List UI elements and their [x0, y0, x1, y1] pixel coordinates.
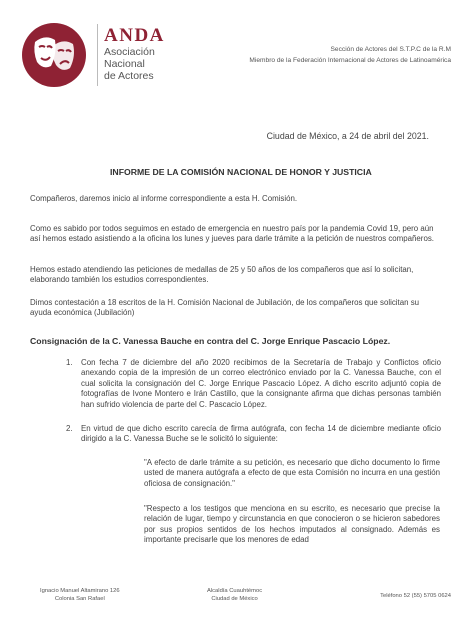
logo-divider — [97, 24, 98, 86]
affiliation-line1: Sección de Actores del S.T.P.C de la R.M — [330, 46, 451, 53]
footer-city-line2: Ciudad de México — [211, 596, 258, 602]
footer-phone: Teléfono 52 (55) 5705 0624 — [380, 593, 451, 599]
header-affiliations — [249, 44, 451, 66]
paragraph-medals: Hemos estado atendiendo las peticiones de medallas de 25 y 50 años de los compañeros que así lo solicitan, elaborando también los estudios correspondientes. — [30, 265, 414, 285]
paragraph-pandemic: Como es sabido por todos seguimos en estado de emergencia en nuestro país por la pandemia Covid 19, pero aún así hemos estado asistiendo a la oficina los lunes y jueves para darle trámite a la petición de nuestros compañeros. — [30, 224, 434, 244]
list-item-number: 1. — [66, 358, 73, 367]
footer-city-line1: Alcaldía Cuauhtémoc — [207, 588, 263, 594]
brand-block — [104, 26, 165, 82]
org-sub-line2: Nacional — [104, 58, 145, 70]
footer-address-line1: Ignacio Manuel Altamirano 126 — [40, 588, 120, 594]
quote-signature-request: "A efecto de darle trámite a su petición, es necesario que dicho documento lo firme usted de manera autógrafa a efecto de que esta Comisión no incurra en una gestión oficiosa de consignación." — [144, 458, 440, 488]
quote-witnesses: "Respecto a los testigos que menciona en su escrito, es necesario que precise la relación de lugar, tiempo y circunstancia en que conocieron o se hicieron sabedores por sus propios sentidos de los hechos imputados al consignado. Además es importante precisarle que los menores de edad — [144, 504, 440, 545]
footer-address — [40, 587, 120, 603]
list-item-text: En virtud de que dicho escrito carecía de firma autógrafa, con fecha 14 de diciembre mediante oficio dirigido a la C. Vanessa Buche se le solicitó lo siguiente: — [81, 424, 441, 444]
org-sub-line1: Asociación — [104, 46, 155, 58]
org-sub-line3: de Actores — [104, 70, 154, 82]
affiliation-line2: Miembro de la Federación Internacional de Actores de Latinoamérica — [249, 57, 451, 64]
section-title: Consignación de la C. Vanessa Bauche en contra del C. Jorge Enrique Pascacio López. — [30, 336, 391, 346]
list-item-text: Con fecha 7 de diciembre del año 2020 recibimos de la Secretaría de Trabajo y Conflictos oficio anexando copia de la impresión de un correo electrónico enviado por la C. Vanessa Bauche, con el cual solicita la consignación del C. Jorge Enrique Pascacio López. A dicho escrito adjuntó copia de fotografías de Ivone Montero e Irán Castillo, que la consignante afirma que dichas personas también han sufrido violencia de parte del C. Pascacio López. — [81, 358, 441, 409]
footer-address-line2: Colonia San Rafael — [54, 596, 105, 602]
org-name: ANDA — [104, 25, 165, 46]
list-item-number: 2. — [66, 424, 73, 433]
report-title: INFORME DE LA COMISIÓN NACIONAL DE HONOR Y JUSTICIA — [110, 167, 372, 177]
letter-date: Ciudad de México, a 24 de abril del 2021. — [266, 131, 429, 141]
paragraph-intro: Compañeros, daremos inicio al informe correspondiente a esta H. Comisión. — [30, 194, 298, 203]
anda-masks-logo — [21, 20, 87, 90]
footer-city — [207, 587, 262, 603]
paragraph-jubilation: Dimos contestación a 18 escritos de la H. Comisión Nacional de Jubilación, de los compañeros que solicitan su ayuda económica (Jubilación) — [30, 298, 420, 318]
